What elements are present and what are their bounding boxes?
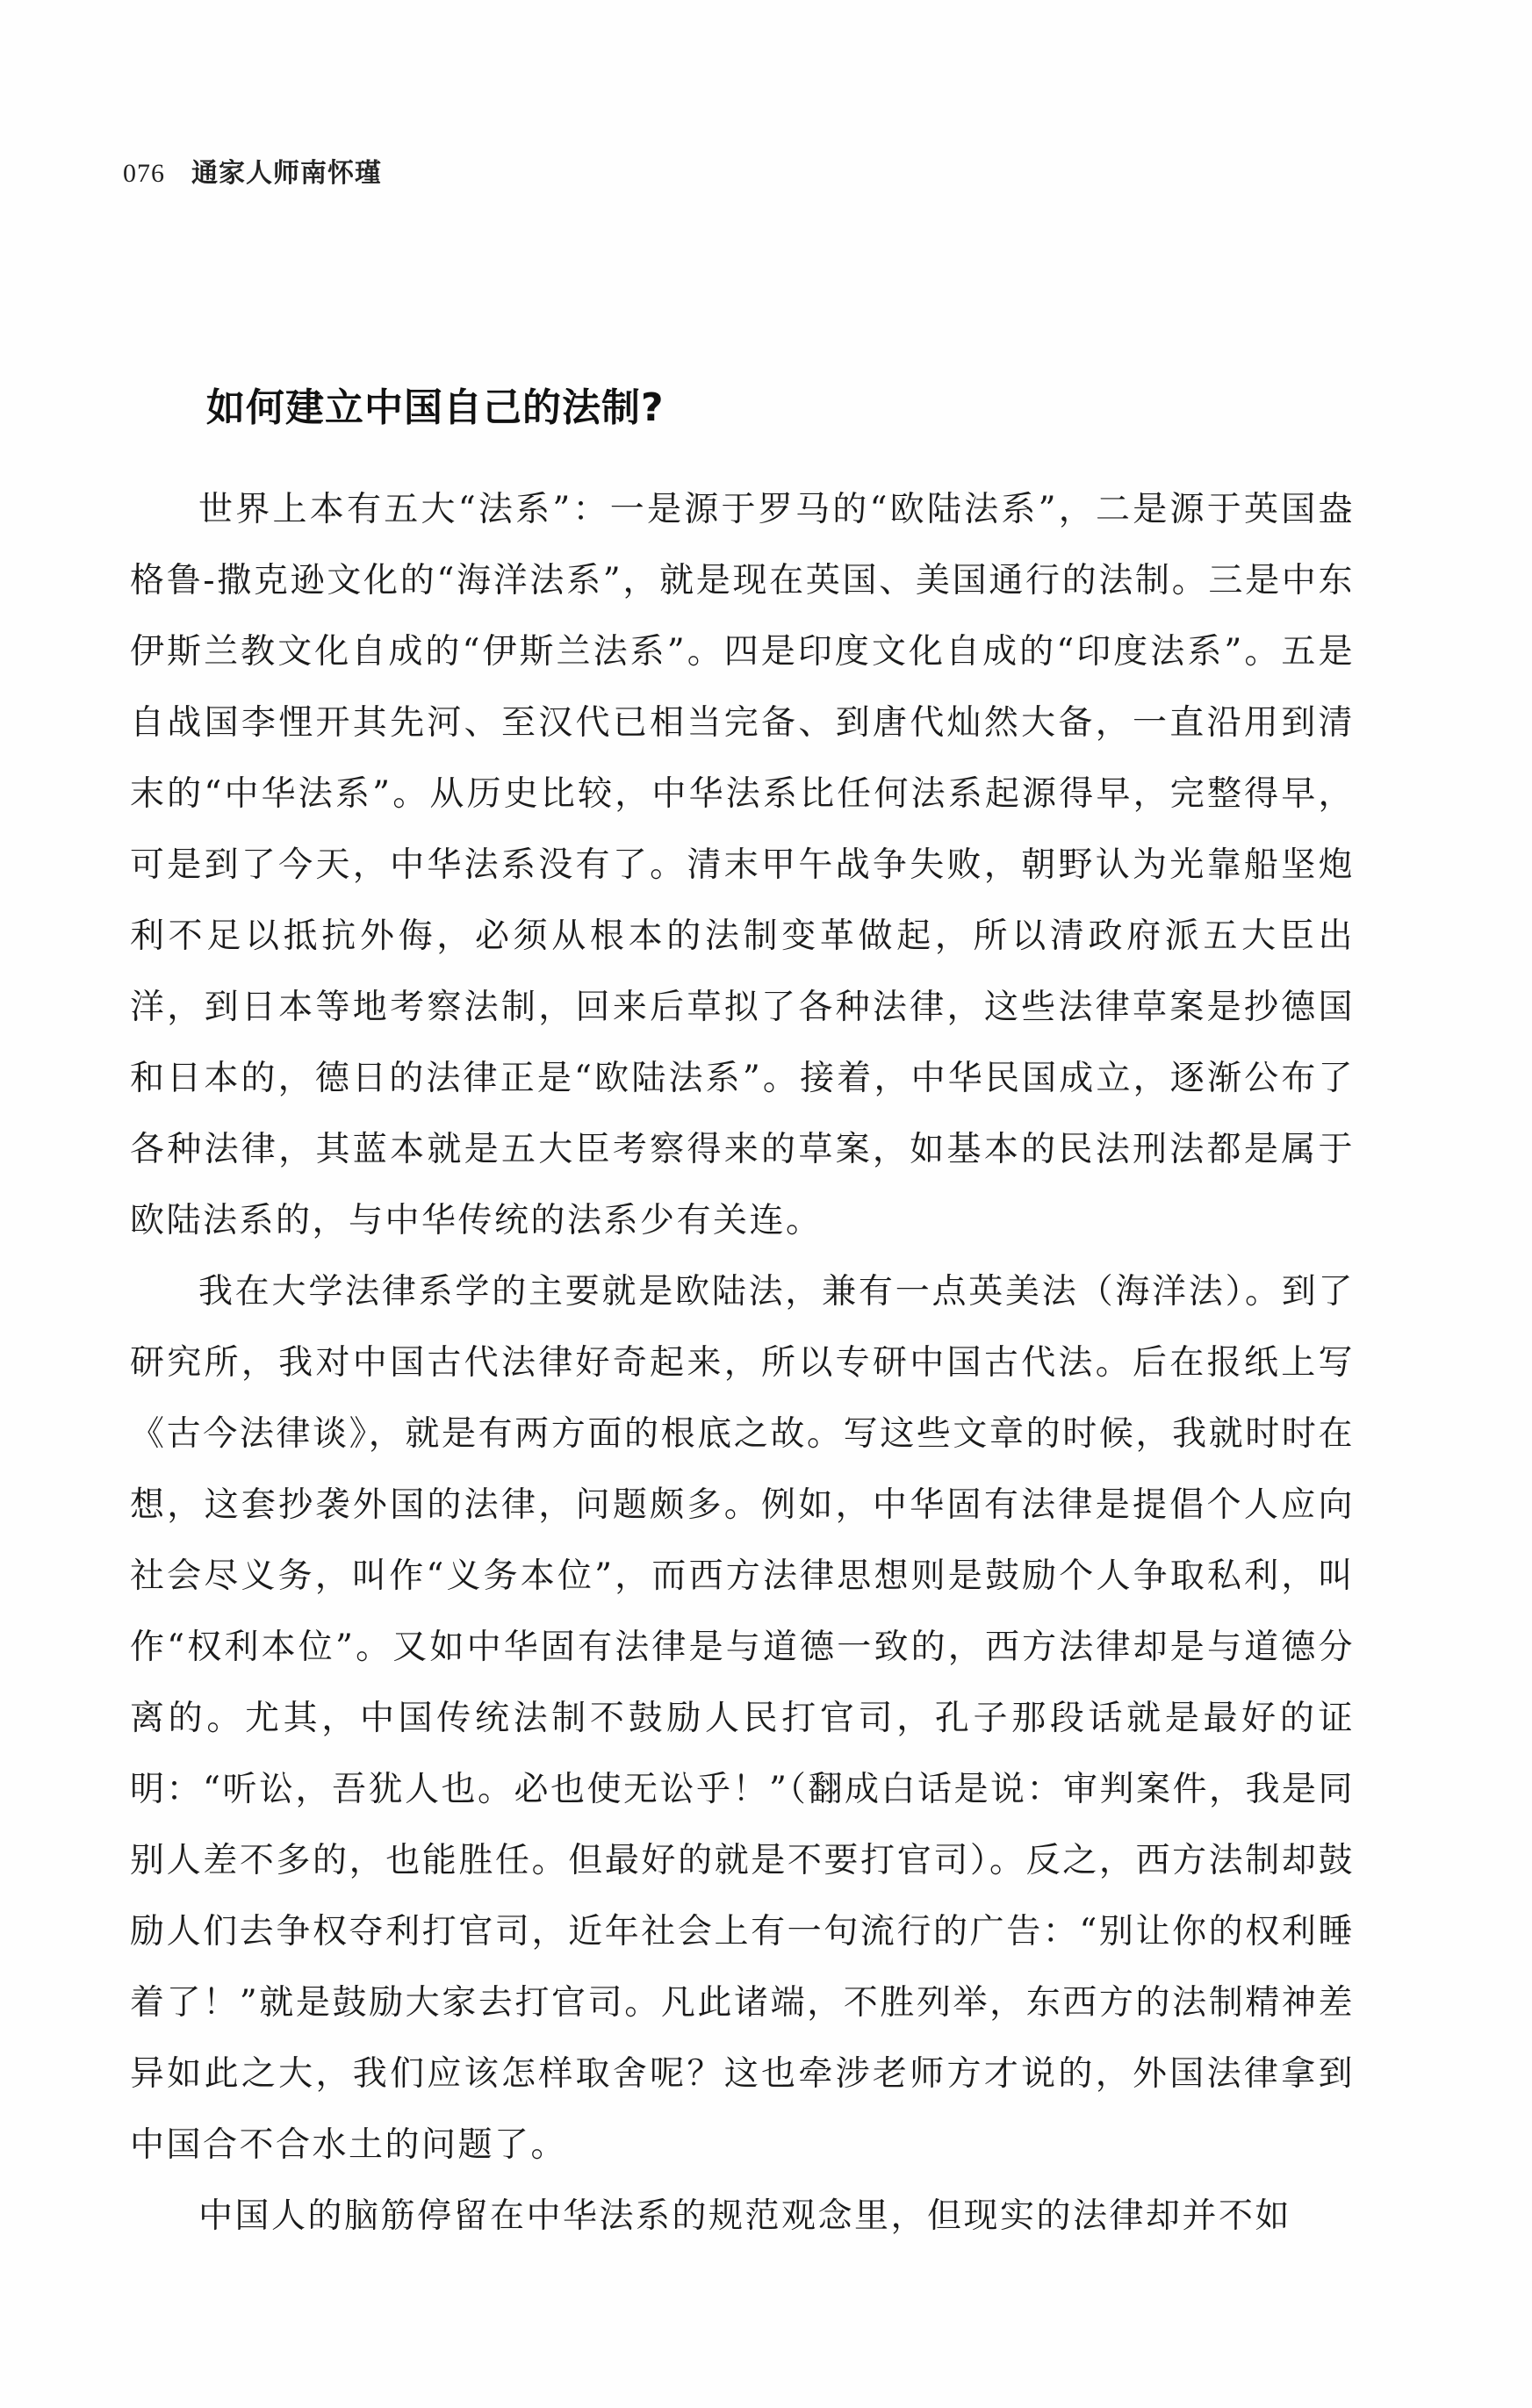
running-header bbox=[123, 151, 382, 195]
paragraph: 世界上本有五大“法系”：一是源于罗马的“欧陆法系”，二是源于英国盎格鲁-撒克逊文化的“海洋法系”，就是现在英国、美国通行的法制。三是中东伊斯兰教文化自成的“伊斯兰法系”。四是印度文化自成的“印度法系”。五是自战国李悝开其先河、至汉代已相当完备、到唐代灿然大备，一直沿用到清末的“中华法系”。从历史比较，中华法系比任何法系起源得早，完整得早，可是到了今天，中华法系没有了。清末甲午战争失败，朝野认为光靠船坚炮利不足以抵抗外侮，必须从根本的法制变革做起，所以清政府派五大臣出洋，到日本等地考察法制，回来后草拟了各种法律，这些法律草案是抄德国和日本的，德日的法律正是“欧陆法系”。接着，中华民国成立，逐渐公布了各种法律，其蓝本就是五大臣考察得来的草案，如基本的民法刑法都是属于欧陆法系的，与中华传统的法系少有关连。 bbox=[130, 490, 1355, 1240]
paragraph: 我在大学法律系学的主要就是欧陆法，兼有一点英美法（海洋法）。到了研究所，我对中国古代法律好奇起来，所以专研中国古代法。后在报纸上写《古今法律谈》，就是有两方面的根底之故。写这些文章的时候，我就时时在想，这套抄袭外国的法律，问题颇多。例如，中华固有法律是提倡个人应向社会尽义务，叫作“义务本位”，而西方法律思想则是鼓励个人争取私利，叫作“权利本位”。又如中华固有法律是与道德一致的，西方法律却是与道德分离的。尤其，中国传统法制不鼓励人民打官司，孔子那段话就是最好的证明：“听讼，吾犹人也。必也使无讼乎！”（翻成白话是说：审判案件，我是同别人差不多的，也能胜任。但最好的就是不要打官司）。反之，西方法制却鼓励人们去争权夺利打官司，近年社会上有一句流行的广告：“别让你的权利睡着了！”就是鼓励大家去打官司。凡此诸端，不胜列举，东西方的法制精神差异如此之大，我们应该怎样取舍呢？这也牵涉老师方才说的，外国法律拿到中国合不合水土的问题了。 bbox=[130, 1272, 1355, 2165]
page-number: 076 bbox=[123, 159, 165, 188]
running-title: 通家人师南怀瑾 bbox=[191, 158, 382, 189]
body-text bbox=[130, 474, 1355, 2252]
paragraph: 中国人的脑筋停留在中华法系的规范观念里，但现实的法律却并不如 bbox=[198, 2196, 1292, 2236]
section-heading: 如何建立中国自己的法制? bbox=[206, 385, 665, 430]
